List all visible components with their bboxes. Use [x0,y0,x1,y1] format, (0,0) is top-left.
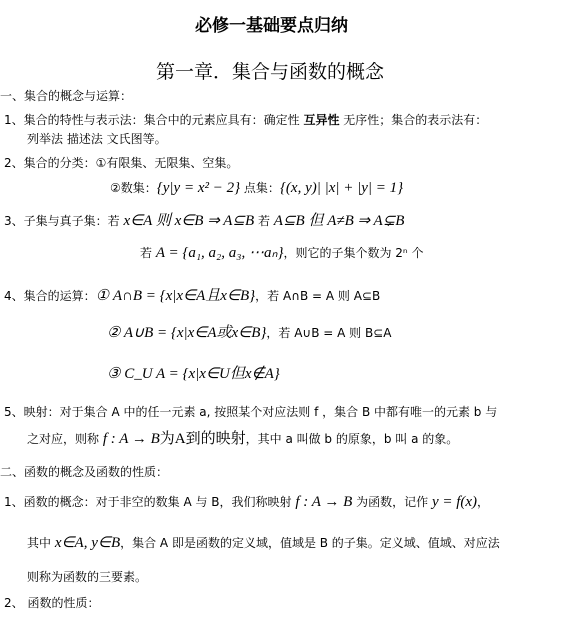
item-2-line-2 [110,180,403,196]
sec2-item-1-line-2 [27,535,500,551]
item-3-formula-2: A⊆B 但 A≠B ⇒ A⊊B [273,213,405,229]
section-2-heading: 二、函数的概念及函数的性质： [0,465,169,479]
item-5-mid: 为A到的映射 [159,431,246,447]
item-4-line-1 [4,288,380,304]
sec2-item-1-formula-2: y = f(x) [431,494,478,510]
item-4-formula-3: ③ C_U A = {x|x∈U但x∉A} [107,366,280,382]
item-2-mid: 点集： [240,181,280,195]
item-4-line-3 [107,366,280,382]
item-4-formula-1: ① A∩B = {x|x∈A且x∈B} [95,288,256,304]
item-5-formula: f : A → B [102,431,160,447]
item-5-prefix: 之对应，则称 [27,432,103,446]
sec2-item-2: 2、 函数的性质： [4,596,100,610]
sec2-item-1-line-2-prefix: 其中 [27,536,55,550]
item-2-line-1: 2、集合的分类：①有限集、无限集、空集。 [4,156,239,170]
item-3-line-1 [4,213,404,229]
document-title: 必修一基础要点归纳 [195,16,348,36]
item-3-mid: 若 [254,214,274,228]
sec2-item-1-prefix: 1、函数的概念：对于非空的数集 A 与 B，我们称映射 [4,495,296,509]
item-4-suffix-2: ，若 A∪B = A 则 B⊆A [266,326,392,340]
section-1-heading: 一、集合的概念与运算： [0,89,133,103]
item-1-line-1 [4,112,487,128]
item-3-prefix: 3、子集与真子集：若 [4,214,124,228]
item-3-line-2 [140,245,424,261]
item-5-suffix: ，其中 a 叫做 b 的原象，b 叫 a 的象。 [245,432,459,446]
item-4-line-2 [107,325,391,341]
item-2-formula-2: {(x, y)| |x| + |y| = 1} [279,180,404,196]
sec2-item-1-formula: f : A → B [295,494,353,510]
item-5-line-1: 5、映射：对于集合 A 中的任一元素 a, 按照某个对应法则 f ，集合 B 中都有唯一的元素 b 与 [4,405,498,419]
item-2-prefix: ②数集： [110,181,157,195]
item-3-line-2-suffix: ，则它的子集个数为 2ⁿ 个 [283,246,424,260]
item-1-bold: 互异性 [303,113,340,127]
item-2-formula-1: {y|y = x² − 2} [156,180,241,196]
item-4-suffix-1: ，若 A∩B = A 则 A⊆B [255,289,381,303]
item-3-line-2-formula: A = {a₁, a₂, a₃, ⋯aₙ} [155,245,284,261]
item-4-formula-2: ② A∪B = {x|x∈A或x∈B} [107,325,267,341]
item-1-text-a: 1、集合的特性与表示法：集合中的元素应具有：确定性 [4,113,304,127]
item-5-line-2 [27,431,458,447]
sec2-item-1-line-2-formula: x∈A, y∈B [54,535,121,551]
sec2-item-1-suffix: ， [477,495,490,509]
sec2-item-1-line-1 [4,494,489,510]
chapter-title: 第一章．集合与函数的概念 [156,61,385,83]
sec2-item-1-line-3: 则称为函数的三要素。 [27,570,148,584]
item-3-formula-1: x∈A 则 x∈B ⇒ A⊆B [123,213,255,229]
item-3-line-2-prefix: 若 [140,246,156,260]
item-1-line-2: 列举法 描述法 文氏图等。 [27,132,167,146]
sec2-item-1-line-2-suffix: ，集合 A 即是函数的定义域，值域是 B 的子集。定义域、值域、对应法 [120,536,500,550]
item-4-prefix: 4、集合的运算： [4,289,96,303]
sec2-item-1-mid: 为函数，记作 [352,495,432,509]
item-1-text-b: 无序性；集合的表示法有： [339,113,488,127]
